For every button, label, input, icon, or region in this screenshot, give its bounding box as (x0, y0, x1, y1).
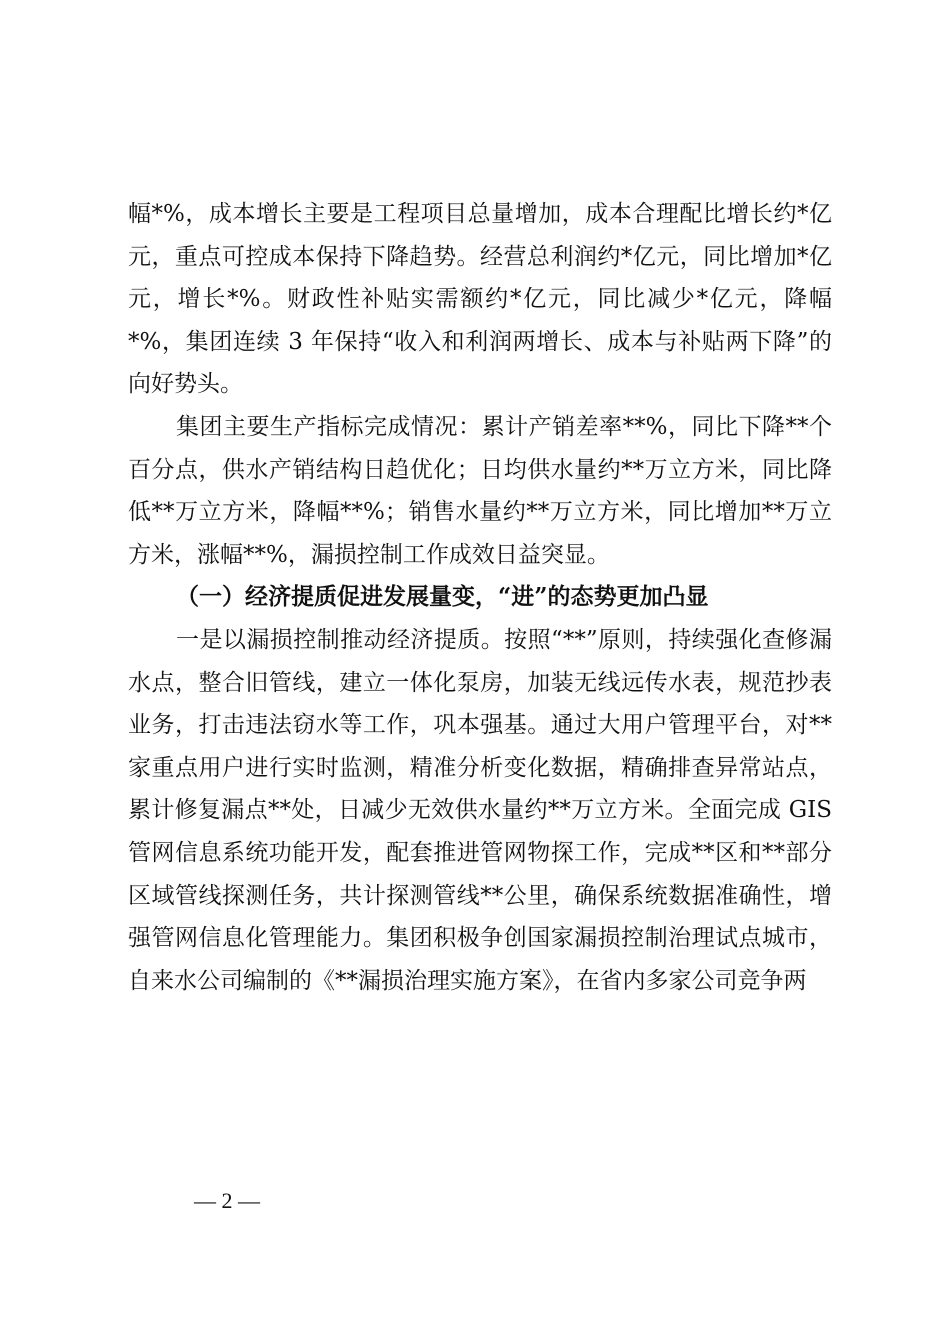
paragraph-leakage-control: 一是以漏损控制推动经济提质。按照“**”原则，持续强化查修漏水点，整合旧管线，建立一体化泵房，加装无线远传水表，规范抄表业务，打击违法窃水等工作，巩本强基。通过大用户管理平台，对**家重点用户进行实时监测，精准分析变化数据，精确排查异常站点，累计修复漏点**处，日减少无效供水量约**万立方米。全面完成 GIS 管网信息系统功能开发，配套推进管网物探工作，完成**区和**部分区域管线探测任务，共计探测管线**公里，确保系统数据准确性，增强管网信息化管理能力。集团积极争创国家漏损控制治理试点城市，自来水公司编制的《**漏损治理实施方案》，在省内多家公司竞争两 (128, 626, 832, 994)
page-number: — 2 — (194, 1188, 260, 1213)
paragraph-continued: 幅*%，成本增长主要是工程项目总量增加，成本合理配比增长约*亿元，重点可控成本保持下降趋势。经营总利润约*亿元，同比增加*亿元，增长*%。财政性补贴实需额约*亿元，同比减少*亿元，降幅*%，集团连续 3 年保持“收入和利润两增长、成本与补贴两下降”的向好势头。 (128, 201, 832, 398)
document-body (128, 193, 832, 1002)
section-heading: （一）经济提质促进发展量变，“进”的态势更加凸显 (176, 583, 709, 611)
paragraph-production-indicators: 集团主要生产指标完成情况：累计产销差率**%，同比下降**个百分点，供水产销结构日趋优化；日均供水量约**万立方米，同比降低**万立方米，降幅**%；销售水量约**万立方米，同比增加**万立方米，涨幅**%，漏损控制工作成效日益突显。 (128, 413, 832, 568)
